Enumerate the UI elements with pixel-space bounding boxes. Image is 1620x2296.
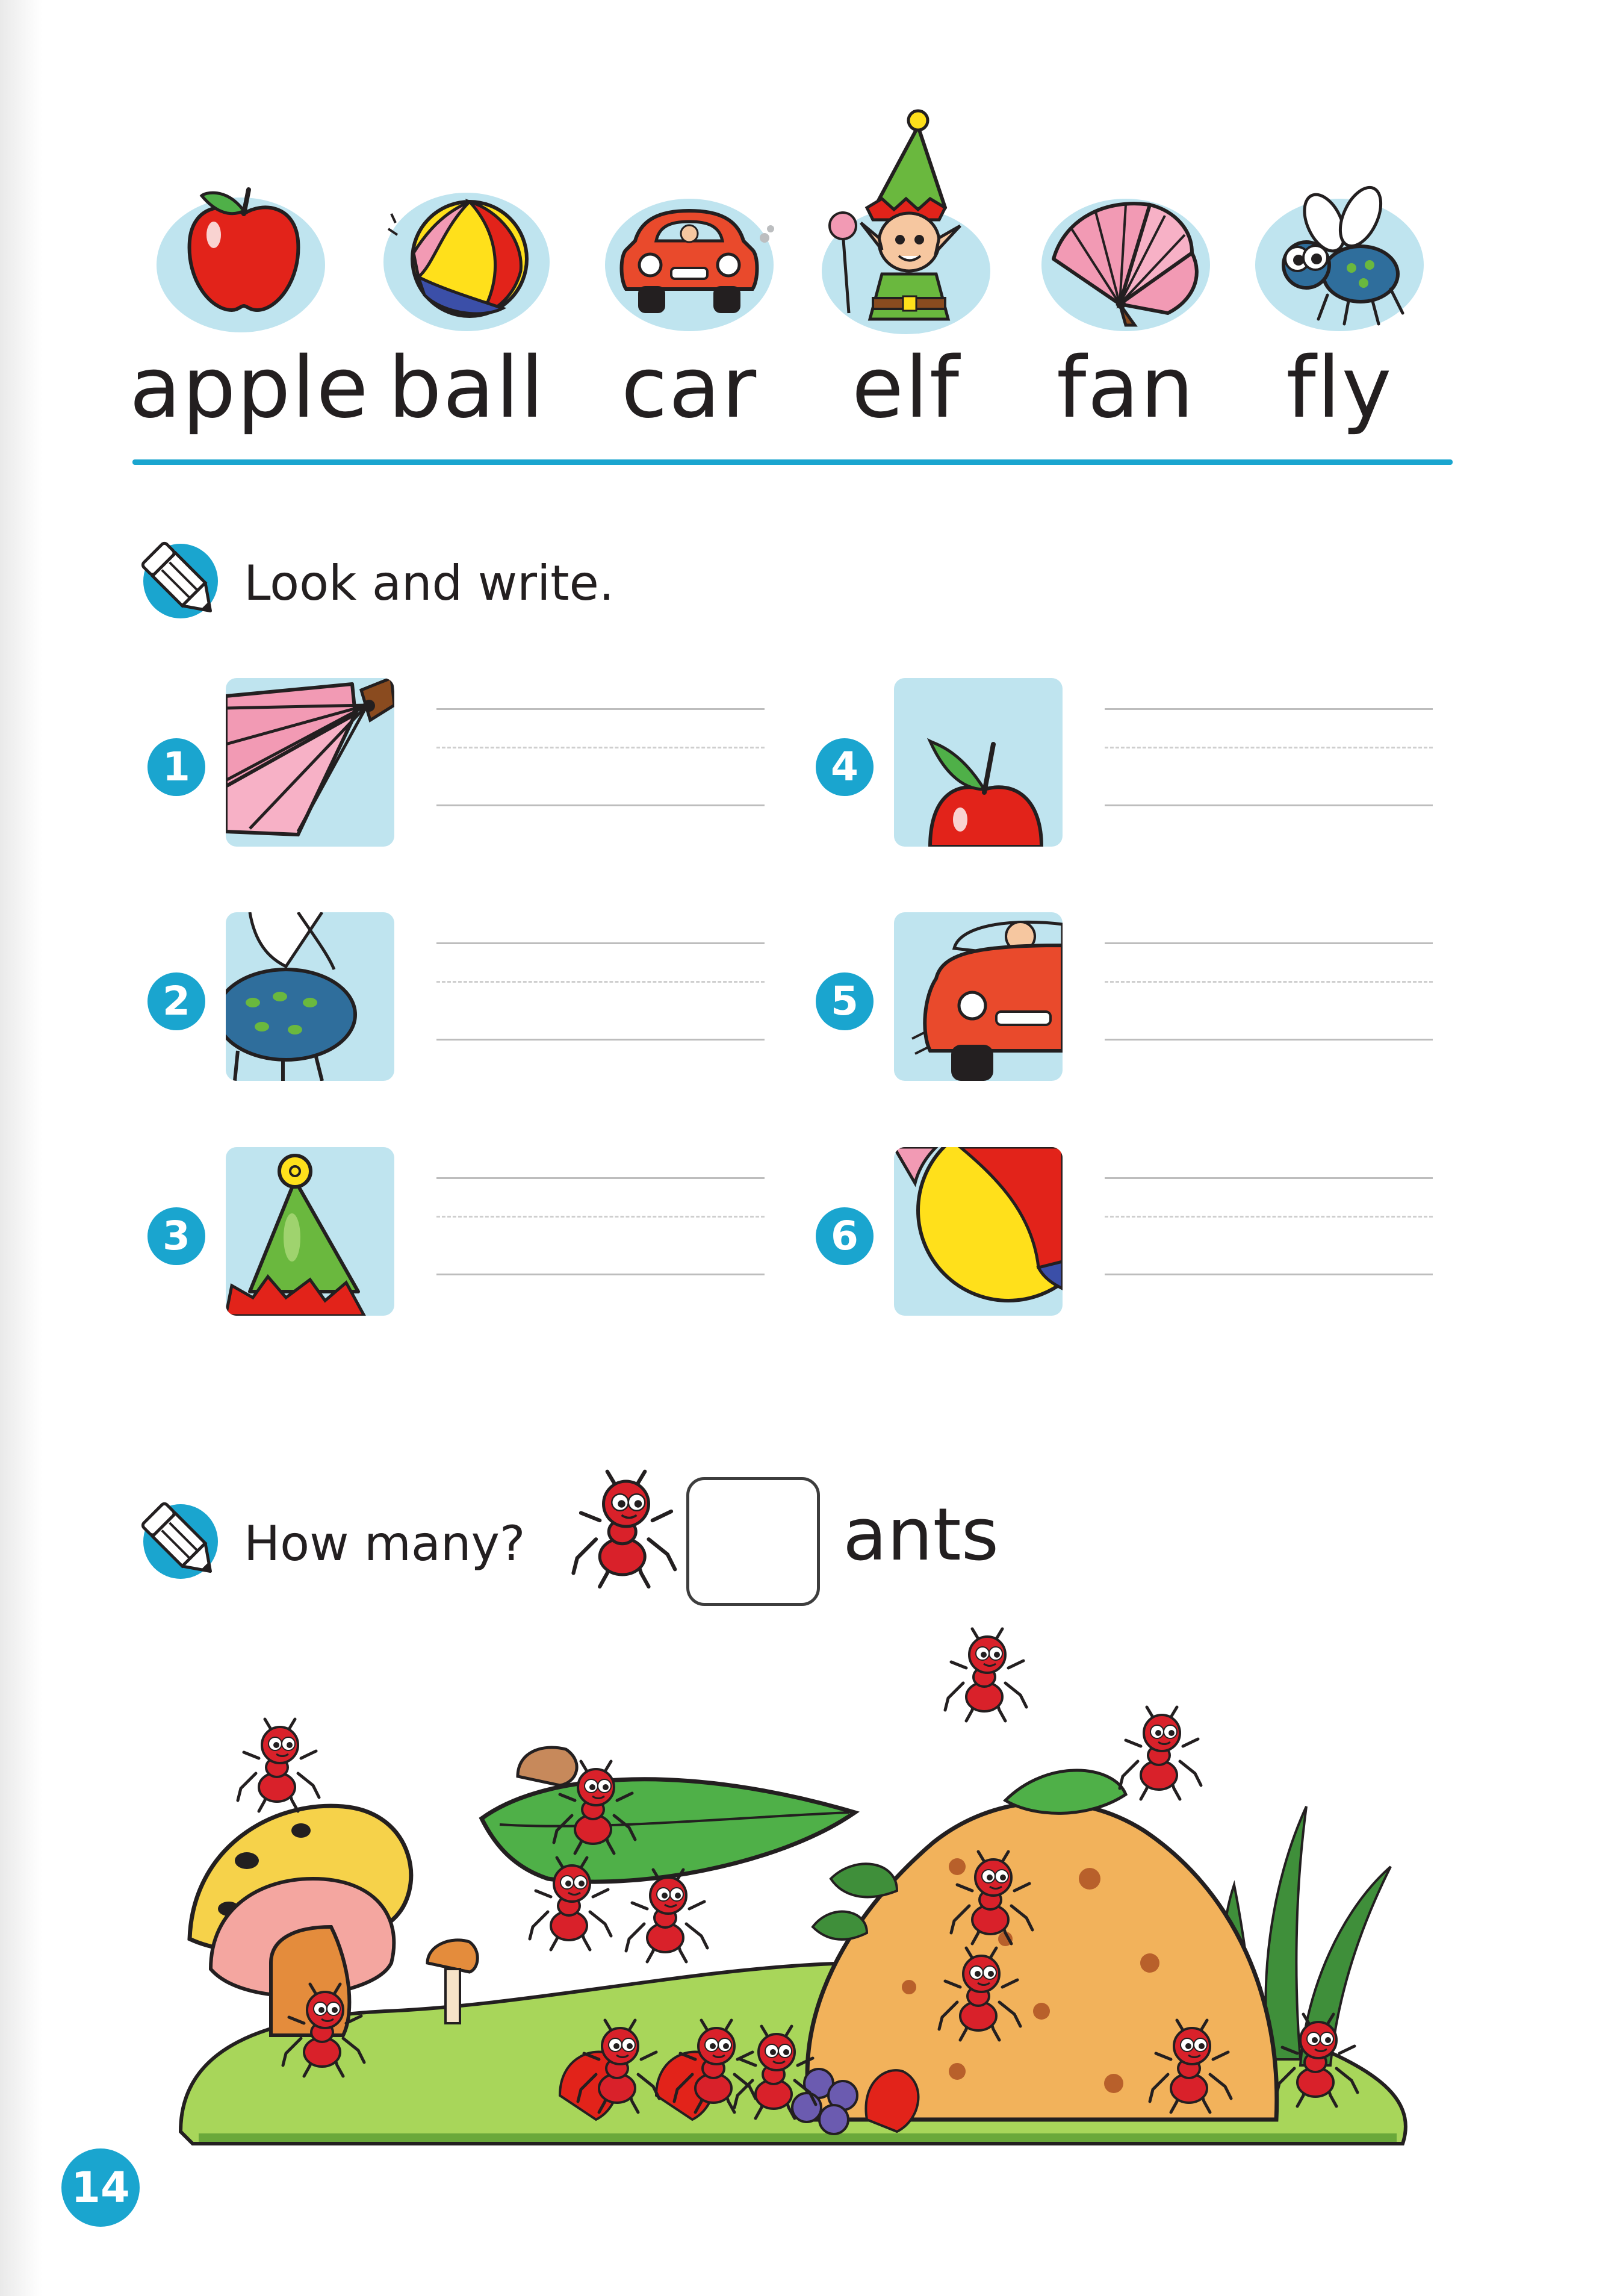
vocab-card-car: [575, 90, 804, 452]
vocab-word: car: [621, 339, 758, 437]
vocab-card-fan: [1011, 90, 1240, 452]
vocab-word: ball: [388, 339, 545, 437]
vocab-card-fly: [1225, 90, 1454, 452]
writing-lines[interactable]: [1105, 942, 1433, 1045]
item-number: 2: [147, 972, 205, 1030]
beach-ball-icon: [376, 169, 557, 349]
item-number: 4: [816, 738, 874, 796]
item-number: 1: [147, 738, 205, 796]
fan-crop-icon: [226, 678, 394, 847]
pencil-icon: [135, 1496, 226, 1587]
ant-count-answer-box[interactable]: [686, 1477, 820, 1606]
vocab-word: fly: [1286, 339, 1393, 437]
ants-unit-label: ants: [843, 1493, 999, 1577]
vocab-card-apple: [129, 90, 370, 452]
vocab-card-ball: [352, 90, 581, 452]
how-many-instruction: How many?: [244, 1516, 526, 1572]
vocabulary-strip: [0, 0, 1620, 470]
elf-icon: [816, 102, 996, 349]
ant-hill-scene: [175, 1626, 1433, 2168]
fly-crop-icon: [226, 912, 394, 1081]
writing-lines[interactable]: [436, 1177, 765, 1280]
exercise-item-5: [816, 912, 1448, 1087]
ball-crop-icon: [894, 1147, 1063, 1316]
writing-lines[interactable]: [436, 708, 765, 810]
fly-icon: [1249, 169, 1430, 349]
writing-lines[interactable]: [436, 942, 765, 1045]
ant: [1120, 1707, 1201, 1799]
writing-lines[interactable]: [1105, 708, 1433, 810]
ant: [945, 1629, 1026, 1721]
exercise-item-1: [147, 678, 780, 853]
car-icon: [599, 169, 780, 349]
apple-icon: [154, 169, 334, 349]
item-number: 6: [816, 1207, 874, 1265]
exercise-item-2: [147, 912, 780, 1087]
writing-lines[interactable]: [1105, 1177, 1433, 1280]
look-and-write-instruction: Look and write.: [244, 555, 615, 611]
elf-hat-crop-icon: [226, 1147, 394, 1316]
section-divider: [132, 459, 1453, 465]
ant-icon: [566, 1463, 686, 1608]
ant: [626, 1870, 707, 1962]
vocab-word: elf: [851, 339, 961, 437]
apple-crop-icon: [894, 678, 1063, 847]
page-number: 14: [61, 2148, 140, 2227]
item-number: 3: [147, 1207, 205, 1265]
vocab-word: fan: [1057, 339, 1195, 437]
ant: [238, 1719, 319, 1811]
vocab-word: apple: [129, 339, 370, 437]
exercise-item-3: [147, 1147, 780, 1322]
pencil-icon: [135, 536, 226, 626]
exercise-item-4: [816, 678, 1448, 853]
exercise-item-6: [816, 1147, 1448, 1322]
folding-fan-icon: [1035, 169, 1216, 349]
vocab-card-elf: [792, 90, 1020, 452]
item-number: 5: [816, 972, 874, 1030]
car-crop-icon: [894, 912, 1063, 1081]
